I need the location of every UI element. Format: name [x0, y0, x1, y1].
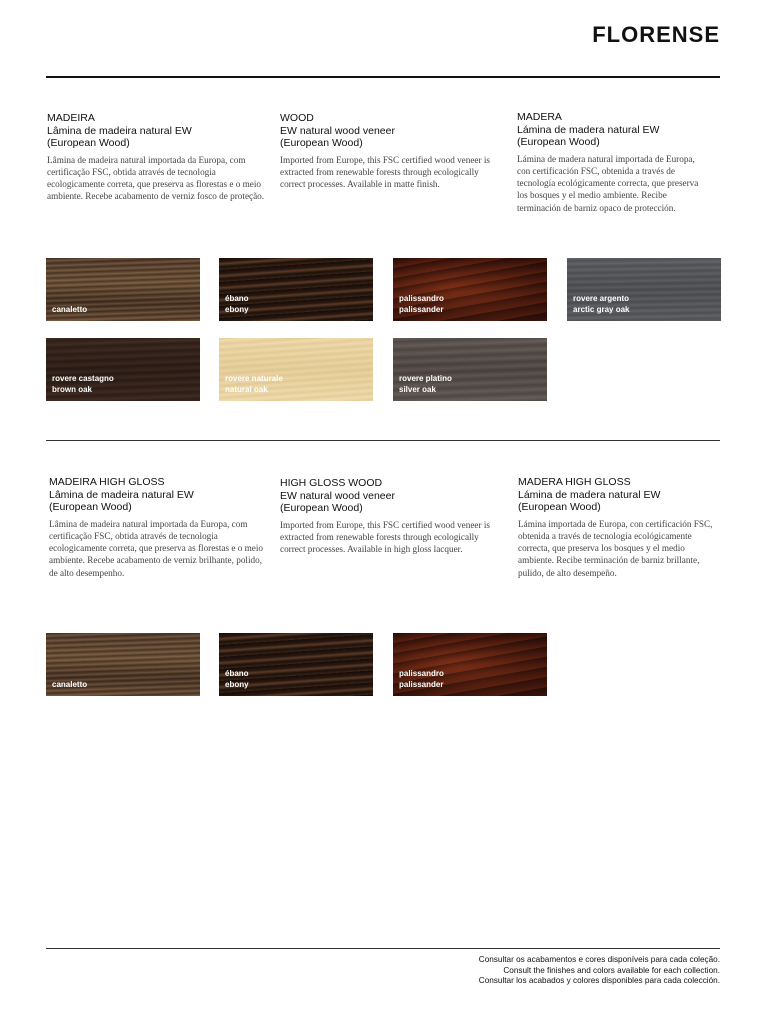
- swatch-label: rovere platino: [399, 374, 452, 383]
- column-subtitle-note: (European Wood): [518, 501, 601, 513]
- swatch-ebano: [219, 258, 373, 321]
- gloss-swatch-ebano: [219, 633, 373, 696]
- section-divider: [46, 440, 720, 441]
- column-title: MADEIRA: [47, 112, 95, 124]
- column-subtitle: Lâmina de madeira natural EW: [49, 488, 194, 501]
- swatch-rovere-naturale: [219, 338, 373, 401]
- column-title: HIGH GLOSS WOOD: [280, 477, 383, 489]
- gloss-swatch-palissandro: [393, 633, 547, 696]
- gloss-column-pt: [49, 476, 267, 579]
- column-subtitle: EW natural wood veneer: [280, 124, 395, 137]
- column-title: MADEIRA HIGH GLOSS: [49, 476, 165, 488]
- footer-note: [479, 955, 720, 987]
- column-subtitle: Lámina de madera natural EW: [518, 488, 661, 501]
- swatch-label-en: arctic gray oak: [573, 304, 630, 314]
- footer-line-es: Consultar los acabados y colores disponibles para cada colección.: [478, 976, 720, 986]
- gloss-column-es: [518, 476, 714, 579]
- swatch-rovere-argento: [567, 258, 721, 321]
- swatch-label-en: natural oak: [225, 384, 268, 394]
- matte-column-es: [517, 111, 707, 214]
- column-subtitle-note: (European Wood): [280, 502, 363, 514]
- column-title: WOOD: [280, 112, 314, 124]
- footer-divider: [46, 948, 720, 949]
- matte-column-pt: [47, 112, 265, 203]
- swatch-label: canaletto: [52, 304, 88, 314]
- swatch-label: palissandro: [399, 294, 444, 303]
- column-body: Imported from Europe, this FSC certified wood veneer is extracted from renewable forests through ecologically correct processes. Available in matte finish.: [280, 154, 490, 190]
- swatch-canaletto: [46, 258, 200, 321]
- column-subtitle-note: (European Wood): [280, 137, 363, 149]
- swatch-label: rovere castagno: [52, 374, 114, 383]
- column-body: Lámina importada de Europa, con certificación FSC, obtenida a través de tecnología ecológicamente correcta, que preserva los bosques y el medio ambiente. Recibe terminación de barniz brillante, pulido, de alto desempeño.: [518, 518, 713, 578]
- matte-column-en: [280, 112, 494, 190]
- footer-line-pt: Consultar os acabamentos e cores disponíveis para cada coleção.: [478, 955, 720, 964]
- swatch-rovere-castagno: [46, 338, 200, 401]
- column-subtitle: Lâmina de madeira natural EW: [47, 124, 192, 137]
- swatch-label: canaletto: [52, 679, 88, 689]
- column-subtitle-note: (European Wood): [517, 136, 600, 148]
- gloss-column-en: [280, 477, 494, 555]
- swatch-label: palissandro: [399, 669, 444, 678]
- column-body: Lámina de madera natural importada de Europa, con certificación FSC, obtenida a través de tecnología ecológicamente correcta, que preserva los bosques y el medio ambiente. Recibe terminación de barniz opaco de protección.: [517, 153, 699, 213]
- swatch-palissandro: [393, 258, 547, 321]
- swatch-label: rovere argento: [573, 294, 630, 303]
- swatch-label: ébano: [225, 294, 249, 303]
- column-body: Lâmina de madeira natural importada da Europa, com certificação FSC, obtida através de tecnologia ecologicamente correta, que preserva as florestas e o meio ambiente. Recebe acabamento de verniz fosco de proteção.: [47, 154, 265, 202]
- swatch-label: ébano: [225, 669, 249, 678]
- swatch-label-en: ebony: [225, 679, 249, 689]
- top-divider: [46, 76, 720, 78]
- column-subtitle: Lámina de madera natural EW: [517, 123, 660, 136]
- footer-line-en: Consult the finishes and colors available for each collection.: [503, 965, 720, 975]
- column-title: MADERA HIGH GLOSS: [518, 476, 631, 488]
- column-body: Lâmina de madeira natural importada da Europa, com certificação FSC, obtida através de tecnologia ecologicamente correta, que preserva as florestas e o meio ambiente. Recebe acabamento de verniz brilhante, polido, de alto desempenho.: [49, 518, 264, 578]
- column-subtitle: EW natural wood veneer: [280, 489, 395, 502]
- swatch-label-en: palissander: [399, 679, 444, 689]
- swatch-label: rovere naturale: [225, 374, 283, 383]
- column-body: Imported from Europe, this FSC certified wood veneer is extracted from renewable forests through ecologically correct processes. Available in high gloss lacquer.: [280, 519, 490, 555]
- column-subtitle-note: (European Wood): [47, 137, 130, 149]
- swatch-label-en: silver oak: [399, 384, 436, 394]
- column-title: MADERA: [517, 111, 562, 123]
- column-subtitle-note: (European Wood): [49, 501, 132, 513]
- gloss-swatch-canaletto: [46, 633, 200, 696]
- swatch-label-en: brown oak: [52, 384, 93, 394]
- swatch-label-en: ebony: [225, 304, 249, 314]
- swatch-rovere-platino: [393, 338, 547, 401]
- swatch-label-en: palissander: [399, 304, 444, 314]
- brand-logo: FLORENSE: [592, 22, 720, 47]
